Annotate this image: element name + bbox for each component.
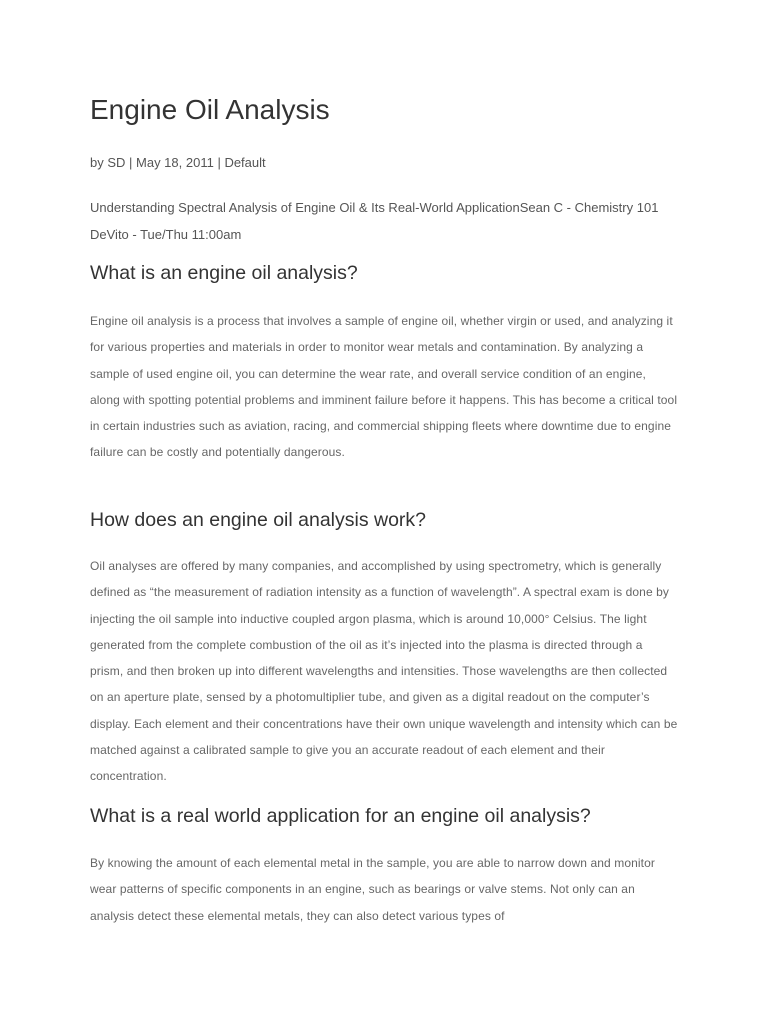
byline-prefix: by (90, 155, 108, 170)
section-heading: What is an engine oil analysis? (90, 262, 358, 284)
section-paragraph: Engine oil analysis is a process that involves a sample of engine oil, whether virgin or used, and analyzing it for various properties and materials in order to monitor wear metals and contamination. By analyzing a sample of used engine oil, you can determine the wear rate, and overall service condition of an engine, along with spotting potential problems and imminent failure before it happens. This has become a critical tool in certain industries such as aviation, racing, and commercial shipping fleets where downtime due to engine failure can be costly and potentially dangerous. (90, 314, 678, 460)
section-paragraph: Oil analyses are offered by many companies, and accomplished by using spectrometry, which is generally defined as “the measurement of radiation intensity as a function of wavelength”. A spectral exam is done by injecting the oil sample into inductive coupled argon plasma, which is around 10,000° Celsius. The light generated from the complete combustion of the oil as it’s injected into the plasma is directed through a prism, and then broken up into different wavelengths and intensities. Those wavelengths are then collected on an aperture plate, sensed by a photomultiplier tube, and given as a digital readout on the computer’s display. Each element and their concentrations have their own unique wavelength and intensity which can be matched against a calibrated sample to give you an accurate readout of each element and their concentration. (90, 559, 678, 784)
section-heading: How does an engine oil analysis work? (90, 509, 427, 531)
section-heading: What is a real world application for an engine oil analysis? (90, 805, 591, 827)
meta-separator: | (213, 155, 225, 170)
post-title: Engine Oil Analysis (90, 94, 330, 125)
section-paragraph: By knowing the amount of each elemental metal in the sample, you are able to narrow down and monitor wear patterns of specific components in an engine, such as bearings or valve stems. Not only can an analysis detect these elemental metals, they can also detect various types of (90, 856, 655, 923)
post-intro: Understanding Spectral Analysis of Engine Oil & Its Real-World ApplicationSean C - Chemistry 101 DeVito - Tue/Thu 11:00am (90, 200, 659, 242)
meta-separator: | (125, 155, 137, 170)
post-date: May 18, 2011 (136, 155, 214, 170)
post-meta (90, 154, 266, 172)
category-link[interactable]: Default (224, 155, 266, 170)
author-link[interactable]: SD (107, 155, 126, 170)
